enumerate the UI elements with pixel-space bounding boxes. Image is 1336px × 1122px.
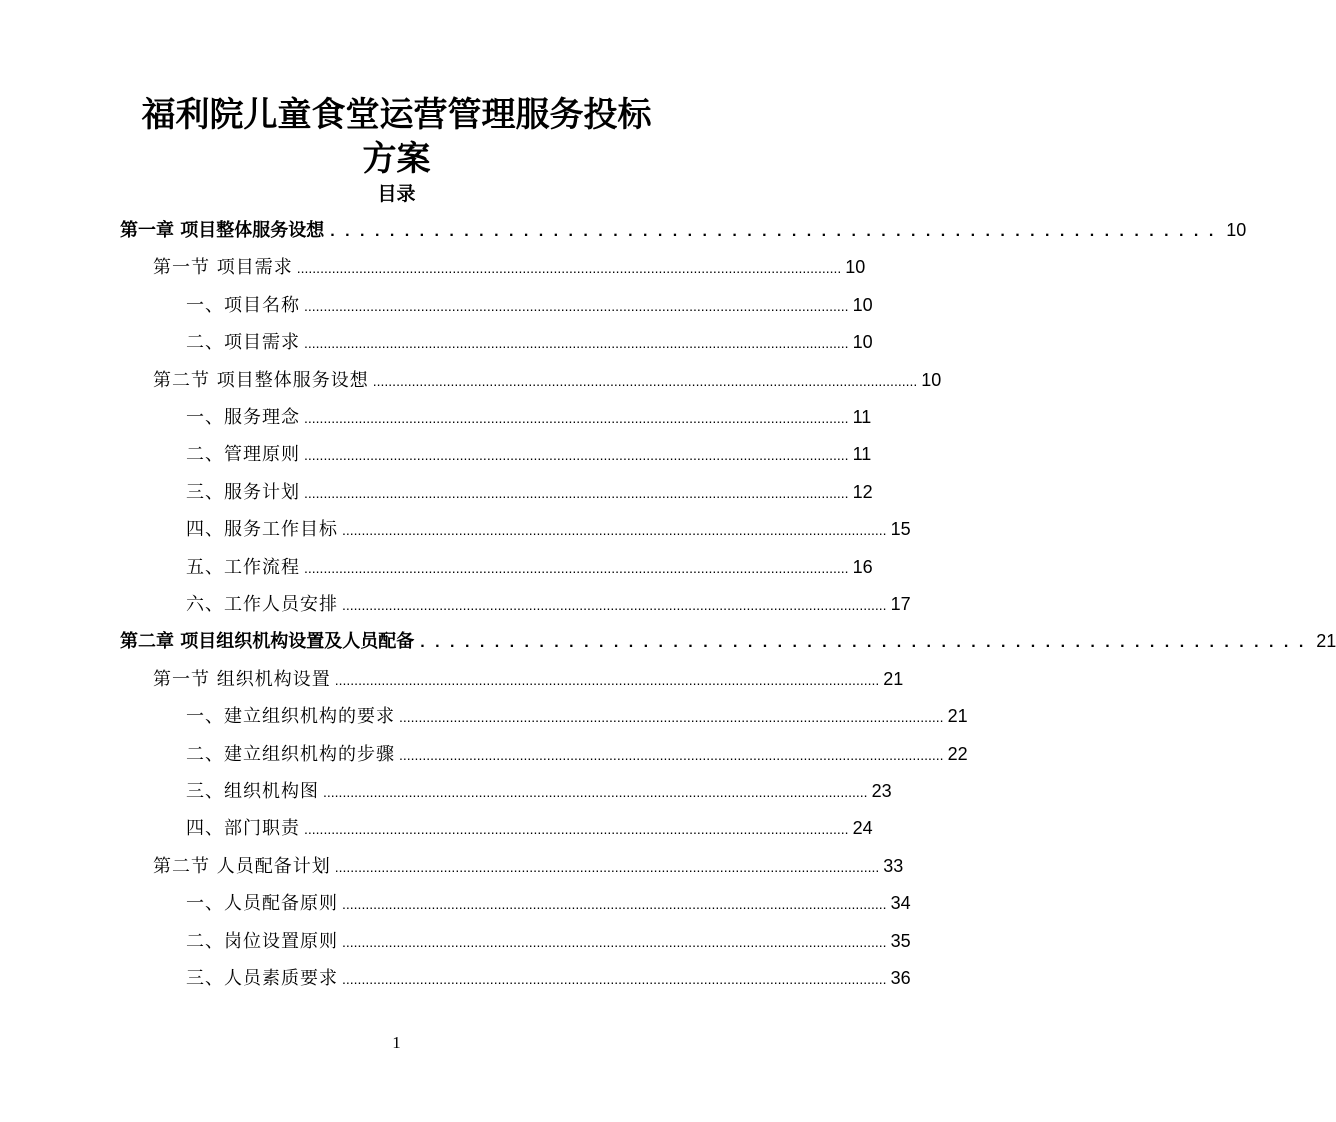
toc-entry-page: 15 [890, 519, 911, 540]
toc-entry[interactable] [186, 549, 873, 586]
toc-entry[interactable] [186, 399, 872, 436]
toc-entry-label: 五、工作流程 [186, 556, 300, 578]
toc-entry-page: 10 [852, 332, 873, 353]
toc-entry-label: 第二节 项目整体服务设想 [153, 369, 369, 391]
toc-entry-page: 35 [890, 930, 911, 951]
toc-dot-leader: ............................................................................................................................................ [334, 858, 880, 875]
toc-entry-label: 第一节 项目需求 [153, 257, 293, 279]
toc-entry[interactable] [186, 436, 872, 473]
toc-entry-label: 六、工作人员安排 [186, 594, 338, 615]
toc-entry-page: 33 [883, 855, 904, 876]
toc-entry-label: 一、服务理念 [186, 407, 300, 428]
toc-entry-label: 三、人员素质要求 [186, 968, 338, 989]
toc-entry-page: 21 [947, 706, 968, 727]
toc-entry-label: 第二节 人员配备计划 [153, 855, 331, 877]
toc-entry-page: 21 [1316, 631, 1336, 652]
toc-dot-leader: ............................................................................................................................................ [342, 522, 887, 539]
toc-dot-leader: ............................................................................................................................................ [372, 372, 918, 389]
toc-dot-leader: ............................................................................................................................................ [304, 410, 849, 426]
toc-entry-page: 11 [852, 444, 872, 465]
toc-entry-label: 三、组织机构图 [186, 781, 319, 802]
toc-entry-page: 11 [852, 407, 872, 427]
document-title-line-2: 方案 [362, 139, 431, 179]
toc-entry[interactable] [186, 885, 911, 922]
toc-entry-page: 10 [1226, 220, 1247, 240]
toc-entry[interactable] [186, 960, 911, 997]
toc-dot-leader: ............................................................................................................................................ [342, 896, 887, 913]
toc-dot-leader: ............................................................................................................................................ [323, 784, 868, 800]
toc-entry-label: 第一节 组织机构设置 [153, 668, 331, 690]
toc-entry-label: 四、服务工作目标 [186, 519, 338, 541]
toc-entry[interactable] [153, 848, 904, 885]
toc-entry[interactable] [120, 212, 1247, 249]
toc-dot-leader: . . . . . . . . . . . . . . . . . . . . . . . . . . . . . . . . . . . . . . . . . . . . . . . . . . . . . . . . . . . . [330, 223, 1217, 240]
toc-entry-label: 一、项目名称 [186, 294, 300, 316]
toc-entry[interactable] [186, 474, 873, 511]
toc-entry-label: 一、建立组织机构的要求 [186, 706, 395, 728]
toc-entry[interactable] [153, 362, 942, 399]
toc-entry[interactable] [120, 623, 1336, 660]
toc-entry[interactable] [153, 661, 904, 698]
toc-entry[interactable] [186, 810, 873, 847]
toc-entry[interactable] [186, 324, 873, 361]
toc-entry-page: 34 [890, 893, 911, 914]
toc-entry-label: 二、项目需求 [186, 332, 300, 354]
document-title-line-1: 福利院儿童食堂运营管理服务投标 [141, 95, 652, 135]
toc-entry-page: 24 [852, 818, 873, 839]
toc-dot-leader: ............................................................................................................................................ [304, 821, 849, 838]
toc-entry[interactable] [186, 923, 911, 960]
toc-entry-label: 四、部门职责 [186, 818, 300, 840]
toc-entry-page: 23 [871, 781, 892, 801]
toc-dot-leader: ............................................................................................................................................ [296, 260, 842, 277]
toc-entry-page: 22 [947, 743, 968, 764]
toc-dot-leader: ............................................................................................................................................ [304, 559, 849, 576]
toc-dot-leader: ............................................................................................................................................ [342, 971, 887, 987]
toc-entry-label: 第一章 项目整体服务设想 [120, 220, 325, 241]
toc-entry-page: 16 [852, 556, 873, 577]
toc-dot-leader: ............................................................................................................................................ [304, 335, 849, 352]
toc-entry-page: 10 [852, 294, 873, 315]
toc-entry-label: 二、管理原则 [186, 444, 300, 466]
toc-dot-leader: ............................................................................................................................................ [334, 671, 880, 688]
toc-entry[interactable] [153, 249, 866, 286]
toc-dot-leader: . . . . . . . . . . . . . . . . . . . . . . . . . . . . . . . . . . . . . . . . . . . . . . . . . . . . . . . . . . . . [420, 634, 1307, 652]
toc-entry[interactable] [186, 773, 892, 810]
toc-heading: 目录 [377, 183, 416, 205]
toc-dot-leader: ............................................................................................................................................ [399, 746, 944, 763]
toc-dot-leader: ............................................................................................................................................ [304, 484, 849, 501]
toc-entry-label: 二、建立组织机构的步骤 [186, 743, 395, 765]
toc-dot-leader: ............................................................................................................................................ [304, 447, 849, 464]
toc-entry-label: 三、服务计划 [186, 481, 300, 503]
toc-entry[interactable] [186, 586, 911, 623]
toc-entry-page: 21 [883, 668, 904, 689]
toc-entry-page: 36 [890, 968, 911, 988]
toc-entry-page: 12 [852, 481, 873, 502]
toc-entry[interactable] [186, 511, 911, 548]
toc-dot-leader: ............................................................................................................................................ [304, 297, 849, 314]
toc-entry-label: 一、人员配备原则 [186, 893, 338, 915]
toc-entry-label: 第二章 项目组织机构设置及人员配备 [120, 631, 415, 653]
toc-entry-page: 10 [921, 369, 942, 390]
toc-entry[interactable] [186, 736, 968, 773]
page-number: 1 [392, 1033, 401, 1052]
toc-entry[interactable] [186, 698, 968, 735]
toc-entry-page: 10 [845, 257, 866, 278]
toc-entry-page: 17 [890, 594, 911, 614]
toc-entry[interactable] [186, 287, 873, 324]
toc-entry-label: 二、岗位设置原则 [186, 930, 338, 952]
toc-dot-leader: ............................................................................................................................................ [399, 709, 944, 726]
toc-dot-leader: ............................................................................................................................................ [342, 933, 887, 950]
toc-dot-leader: ............................................................................................................................................ [342, 597, 887, 613]
